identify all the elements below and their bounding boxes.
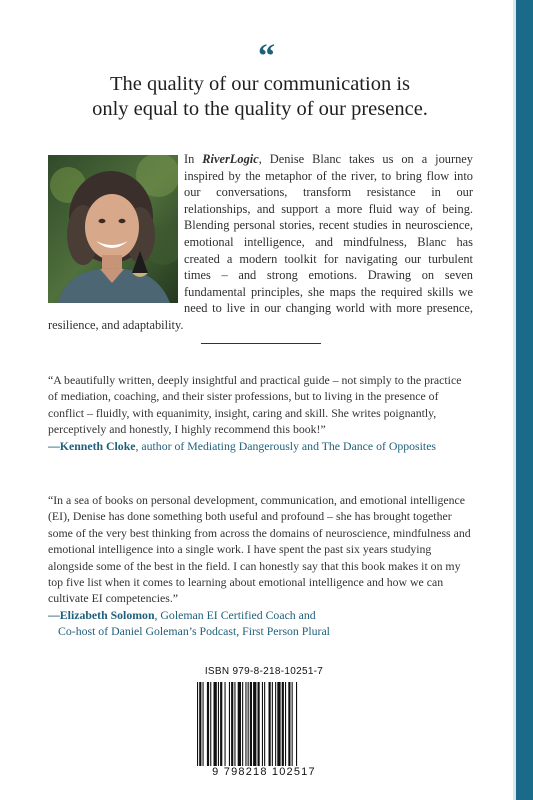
endorsement-2 (48, 492, 474, 640)
barcode-bar (234, 682, 235, 766)
barcode-bar (277, 682, 280, 766)
barcode-bar (272, 682, 273, 766)
barcode-bar (229, 682, 230, 766)
barcode-bars (193, 682, 335, 766)
barcode-bar (207, 682, 209, 766)
barcode-bar (197, 682, 198, 766)
barcode-bar (225, 682, 226, 766)
barcode-bar (238, 682, 241, 766)
barcode-bar (296, 682, 297, 766)
barcode-bar (285, 682, 286, 766)
quote-mark: “ (258, 38, 275, 75)
endorsement-1-name: —Kenneth Cloke (48, 438, 136, 453)
barcode-digits: 9 798218 102517 (212, 766, 316, 778)
barcode-bar (250, 682, 252, 766)
blurb-prefix: In (184, 152, 203, 166)
barcode-bar (242, 682, 243, 766)
headline-line-1: The quality of our communication is (109, 73, 411, 95)
endorsement-2-name: —Elizabeth Solomon (48, 607, 155, 622)
barcode-bar (214, 682, 217, 766)
endorsement-2-attribution (48, 608, 316, 622)
headline-quote (60, 72, 460, 122)
barcode-bar (269, 682, 271, 766)
isbn-label: ISBN 979-8-218-10251-7 (204, 666, 324, 677)
barcode-bar (253, 682, 256, 766)
endorsement-1-text: “A beautifully written, deeply insightful and practical guide – not simply to the practice of mediation, coaching, and their sister professions, but to living in the presence of conflict – fluidly, with equanimity, insight, caring and skill. She writes poignantly, perceptively and honestly, I highly recommend this book!” (48, 373, 462, 437)
barcode-bar (248, 682, 249, 766)
endorsement-2-role: , Goleman EI Certified Coach and (154, 607, 316, 622)
spine-edge (516, 0, 533, 800)
endorsement-1-attribution (48, 439, 436, 453)
endorsement-2-text: “In a sea of books on personal development, communication, and emotional intelligence (EI), Denise has done something both useful and profound – she has brought together some of the very best thinking from across the domains of neuroscience, mindfulness and emotional intelligence into a single work. I have spent the past six years studying alongside some of the best in the field. I can honestly say that this book makes it on my top five list when it comes to learning about emotional intelligence and how we can cultivate EI competencies.” (48, 493, 471, 606)
endorsement-1-role: , author of Mediating Dangerously and The Dance of Opposites (135, 438, 437, 453)
barcode-bar (210, 682, 211, 766)
barcode-bar (245, 682, 246, 766)
barcode-bar (262, 682, 263, 766)
endorsement-2-role-line2: Co-host of Daniel Goleman’s Podcast, First Person Plural (58, 624, 330, 639)
barcode-bar (203, 682, 204, 766)
barcode-bar (220, 682, 222, 766)
section-divider (201, 343, 321, 344)
isbn-barcode (191, 666, 337, 792)
endorsement-1 (48, 372, 474, 454)
barcode-bar (199, 682, 201, 766)
barcode-bar (258, 682, 260, 766)
barcode-bar (264, 682, 265, 766)
barcode-bar (282, 682, 284, 766)
barcode-bar (231, 682, 233, 766)
book-title: RiverLogic (202, 152, 259, 166)
barcode-bar (275, 682, 276, 766)
barcode-bar (218, 682, 219, 766)
book-description (48, 151, 473, 334)
blurb-body: , Denise Blanc takes us on a journey inspired by the metaphor of the river, to bring flow into our conversations, transform resistance in our relationships, and support a more fluid way of being. Blending personal stories, recent studies in neuroscience, emotional intelligence, and mindfulness, Blanc has created a modern toolkit for navigating our turbulent times – and strong emotions. Drawing on seven fundamental principles, she maps the required skills we need to live in our changing world with more presence, resilience, and adaptability. (48, 152, 473, 332)
headline-line-2: only equal to the quality of our presence. (92, 98, 428, 120)
barcode-bar (288, 682, 290, 766)
barcode-bar (292, 682, 293, 766)
